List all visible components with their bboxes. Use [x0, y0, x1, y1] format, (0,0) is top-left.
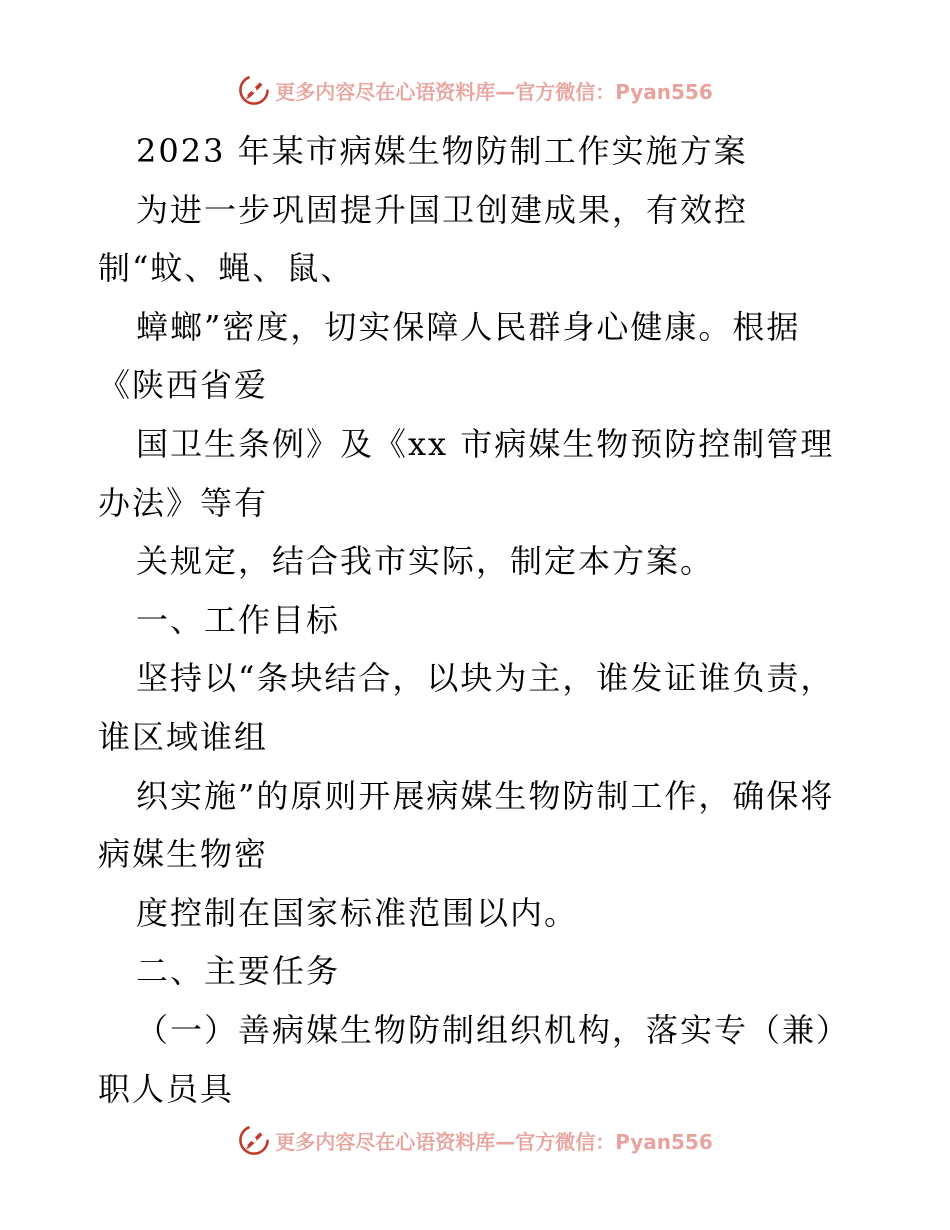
- document-line: 职人员具: [98, 1069, 235, 1108]
- document-body: [98, 122, 878, 1118]
- watermark-text: 更多内容尽在心语资料库—官方微信：Pyan556: [275, 79, 713, 104]
- document-line: 二、主要任务: [136, 952, 341, 991]
- scroll-pen-logo-icon: [237, 73, 271, 107]
- watermark-banner-bottom: [0, 1120, 950, 1160]
- document-line: 《陕西省爱: [98, 366, 269, 405]
- scroll-pen-logo-icon: [237, 1123, 271, 1157]
- document-line: 2023 年某市病媒生物防制工作实施方案: [136, 132, 748, 170]
- document-line: 制“蚊、蝇、鼠、: [98, 249, 355, 288]
- document-line: 度控制在国家标准范围以内。: [136, 893, 579, 932]
- document-line: 谁区域谁组: [98, 717, 269, 756]
- document-line: 病媒生物密: [98, 835, 269, 874]
- document-line: 国卫生条例》及《xx 市病媒生物预防控制管理: [136, 424, 835, 463]
- document-line: 关规定，结合我市实际，制定本方案。: [136, 542, 715, 581]
- document-line: 为进一步巩固提升国卫创建成果，有效控: [136, 190, 749, 229]
- document-line: 织实施”的原则开展病媒生物防制工作，确保将: [136, 776, 835, 815]
- document-line: 一、工作目标: [136, 600, 341, 639]
- watermark-text: 更多内容尽在心语资料库—官方微信：Pyan556: [275, 1129, 713, 1154]
- watermark-banner-top: [0, 70, 950, 110]
- document-line: 蟑螂”密度，切实保障人民群身心健康。根据: [136, 307, 801, 346]
- document-line: （一）善病媒生物防制组织机构，落实专（兼）: [136, 1010, 851, 1049]
- document-line: 坚持以“条块结合，以块为主，谁发证谁负责，: [136, 659, 835, 698]
- document-line: 办法》等有: [98, 483, 269, 522]
